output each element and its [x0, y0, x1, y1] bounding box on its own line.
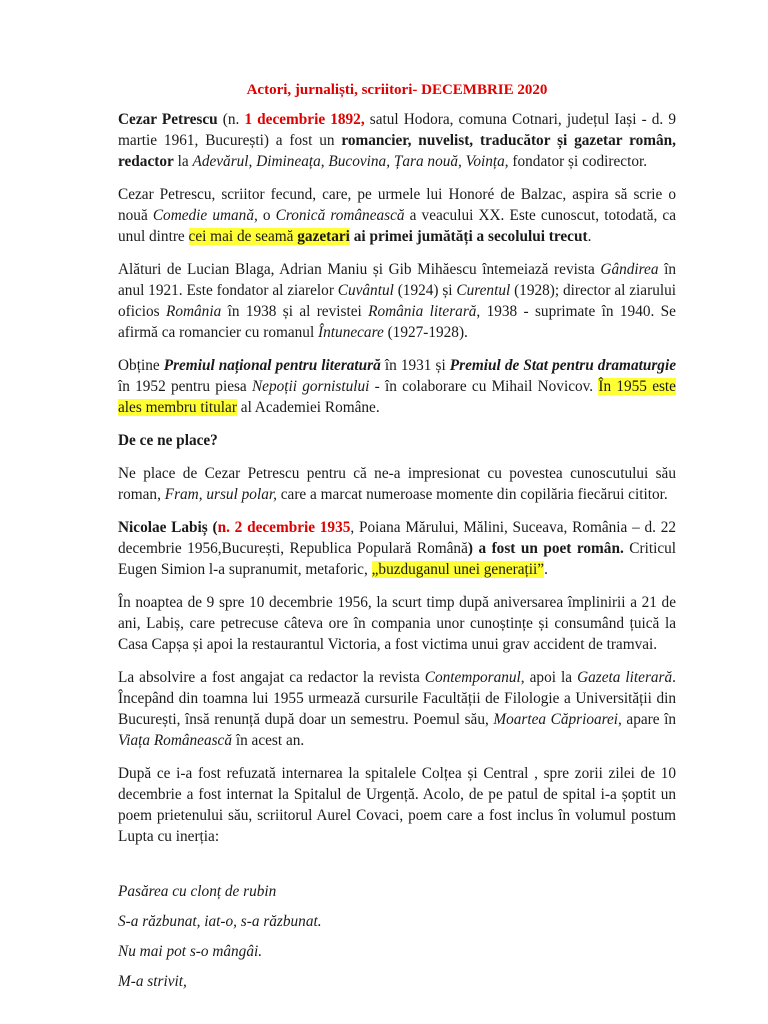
- highlight-academy: În 1955 este ales membru titular: [118, 378, 676, 416]
- nicolae-name: Nicolae Labiș (: [118, 519, 218, 536]
- nicolae-birth-date: n. 2 decembrie 1935: [217, 519, 351, 536]
- highlight-gazetari: cei mai de seamă gazetari: [188, 228, 350, 245]
- nicolae-career-paragraph: La absolvire a fost angajat ca redactor la revista Contemporanul, apoi la Gazeta literară. Începând din toamna lui 1955 urmează cursurile Facultății de Filologie a Universității din București, însă renunță după doar un semestru. Poemul său, Moartea Căprioarei, apare în Viața Românească în acest an.: [118, 669, 677, 749]
- highlight-buzduganul: „buzduganul unei generații”: [371, 561, 545, 578]
- poem-block: [118, 881, 676, 992]
- section-heading: De ce ne place?: [118, 432, 218, 449]
- cezar-birth-date: 1 decembrie 1892,: [244, 111, 365, 128]
- poem-line: Pasărea cu clonț de rubin: [118, 883, 277, 900]
- poem-line: Nu mai pot s-o mângâi.: [118, 943, 263, 960]
- nicolae-intro-paragraph: Nicolae Labiș (n. 2 decembrie 1935, Poiana Mărului, Mălini, Suceava, România – d. 22 decembrie 1956,București, Republica Populară Română) a fost un poet român. Criticul Eugen Simion l-a supranumit, metaforic, „buzduganul unei generații”.: [118, 519, 677, 578]
- cezar-gandirea-paragraph: Alături de Lucian Blaga, Adrian Maniu și Gib Mihăescu întemeiază revista Gândirea în anul 1921. Este fondator al ziarelor Cuvântul (1924) și Curentul (1928); director al ziarului oficios România în 1938 și al revistei România literară, 1938 - suprimate în 1940. Se afirmă ca romancier cu romanul Întunecare (1927-1928).: [118, 261, 676, 341]
- cezar-roles: romancier, nuvelist, traducător și gazetar român, redactor: [118, 132, 676, 170]
- page-title: Actori, jurnaliști, scriitori- DECEMBRIE 2020: [246, 82, 548, 98]
- cezar-fecund-paragraph: Cezar Petrescu, scriitor fecund, care, pe urmele lui Honoré de Balzac, aspira să scrie o nouă Comedie umană, o Cronică românească a veacului XX. Este cunoscut, totodată, ca unul dintre cei mai de seamă gazetari ai primei jumătăți a secolului trecut.: [118, 186, 677, 245]
- nicolae-accident-paragraph: În noaptea de 9 spre 10 decembrie 1956, la scurt timp după aniversarea împlinirii a 21 de ani, Labiș, care petrecuse câteva ore în compania unor cunoștințe și consumând țuică la Casa Capșa și apoi la restaurantul Victoria, a fost victima unui grav accident de tramvai.: [118, 594, 676, 653]
- poem-line: S-a răzbunat, iat-o, s-a răzbunat.: [118, 913, 322, 930]
- nicolae-hospital-paragraph: După ce i-a fost refuzată internarea la spitalele Colțea și Central , spre zorii zilei de 10 decembrie a fost internat la Spitalul de Urgență. Acolo, de pe patul de spital i-a șoptit un poem prietenului său, scriitorul Aurel Covaci, poem care a fost inclus în volumul postum Lupta cu inerția:: [118, 765, 676, 845]
- cezar-why-paragraph: Ne place de Cezar Petrescu pentru că ne-a impresionat cu povestea cunoscutului său roman, Fram, ursul polar, care a marcat numeroase momente din copilăria fiecărui cititor.: [118, 465, 676, 503]
- cezar-intro-paragraph: Cezar Petrescu (n. 1 decembrie 1892, satul Hodora, comuna Cotnari, județul Iași - d. 9 martie 1961, București) a fost un romancier, nuvelist, traducător și gazetar român, redactor la Adevărul, Dimineața, Bucovina, Țara nouă, Voința, fondator și codirector.: [118, 111, 677, 170]
- cezar-journals: Adevărul, Dimineața, Bucovina, Țara nouă, Voința: [192, 153, 505, 170]
- document-page: [118, 80, 676, 1001]
- cezar-name: Cezar Petrescu: [118, 111, 218, 128]
- cezar-awards-paragraph: Obține Premiul național pentru literatură în 1931 și Premiul de Stat pentru dramaturgie în 1952 pentru piesa Nepoții gornistului - în colaborare cu Mihail Novicov. În 1955 este ales membru titular al Academiei Române.: [118, 357, 676, 416]
- poem-line: M-a strivit,: [118, 973, 187, 990]
